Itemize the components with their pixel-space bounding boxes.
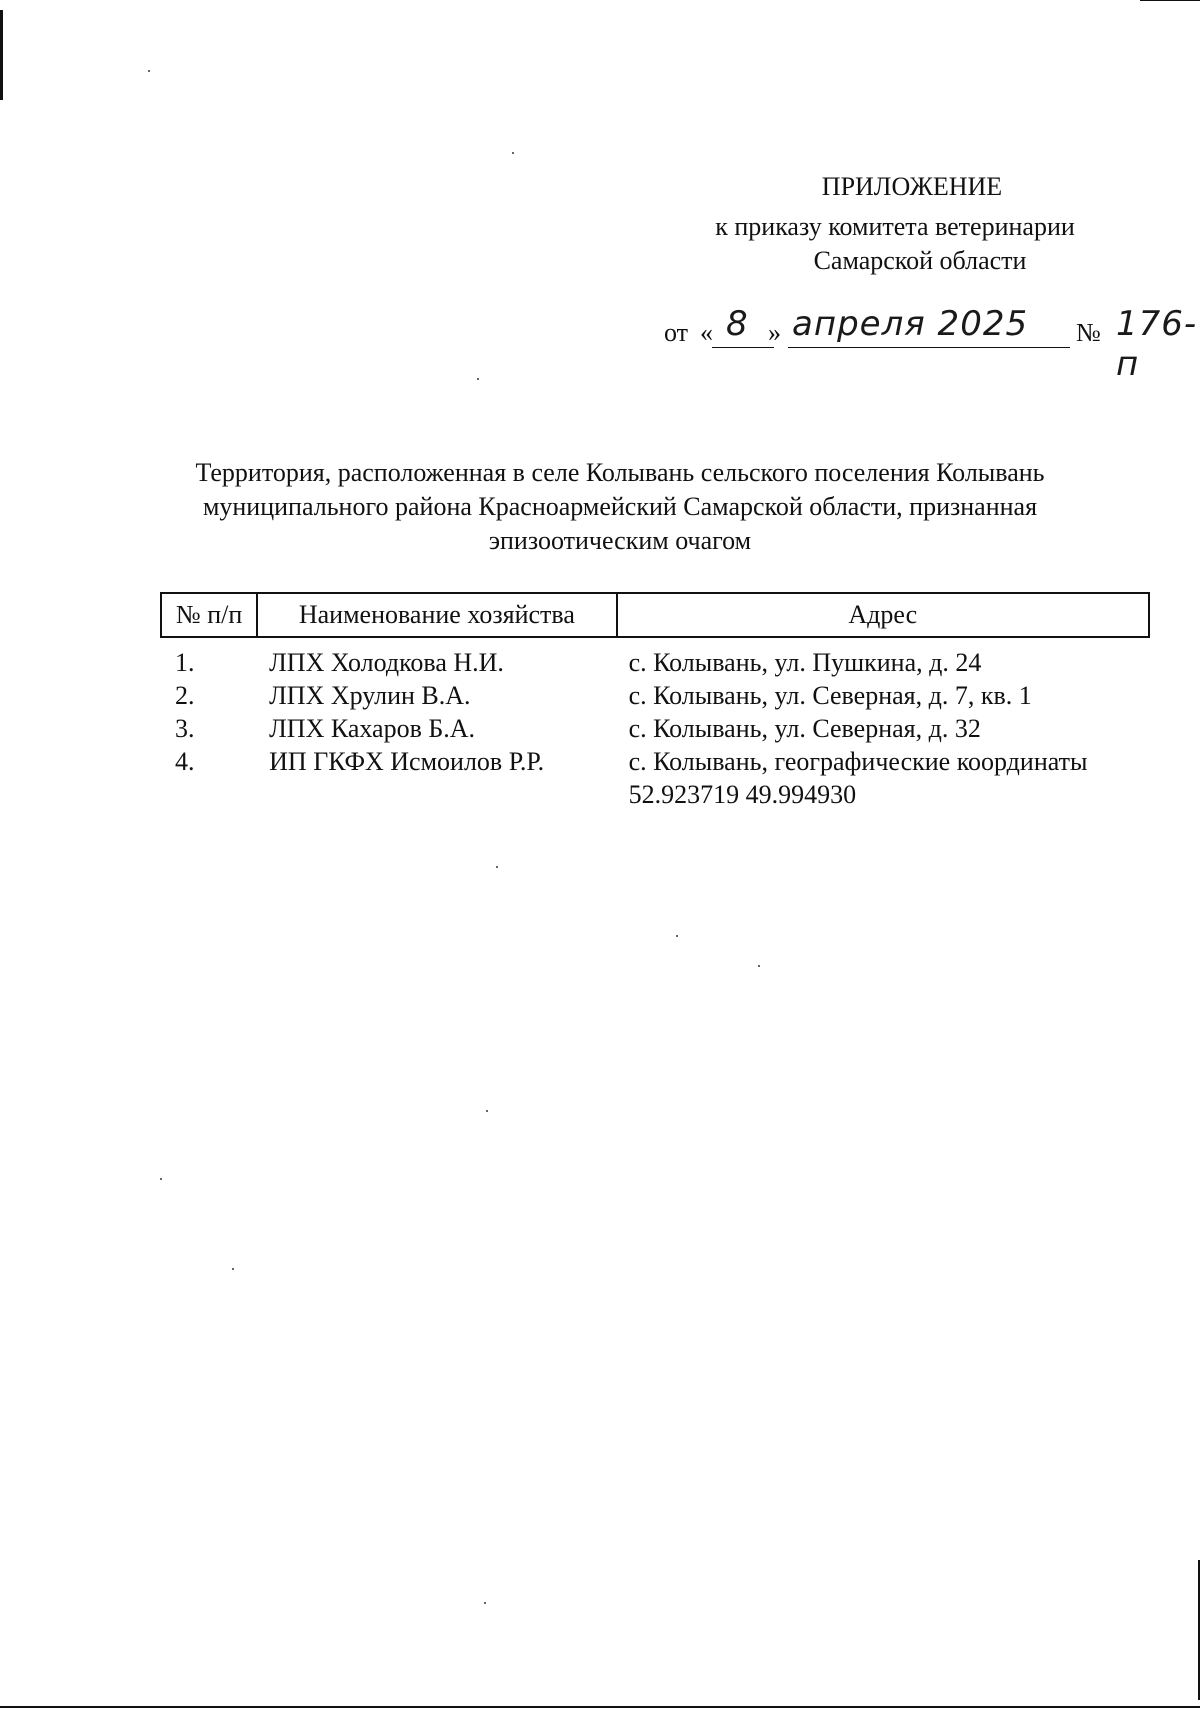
row-farm-name: ИП ГКФХ Исмоилов Р.Р. bbox=[269, 747, 545, 776]
row-farm-name: ЛПХ Кахаров Б.А. bbox=[269, 714, 476, 743]
row-address: с. Колывань, ул. Пушкина, д. 24 bbox=[628, 648, 982, 677]
close-quote: » bbox=[768, 318, 781, 347]
handwritten-number: 176-п bbox=[1116, 304, 1198, 384]
number-label: № bbox=[1076, 318, 1101, 347]
header-address: Адрес bbox=[617, 593, 1149, 637]
heading-line-1: Территория, расположенная в селе Колывань сельского поселения Колывань bbox=[195, 458, 1045, 487]
open-quote: « bbox=[700, 318, 713, 347]
handwritten-month-year: апреля 2025 bbox=[792, 304, 1029, 344]
header-number: № п/п bbox=[161, 593, 257, 637]
scan-speck bbox=[676, 935, 678, 937]
table-row bbox=[161, 712, 1149, 745]
appendix-line-1: к приказу комитета ветеринарии bbox=[715, 212, 1075, 241]
scan-speck bbox=[484, 1602, 486, 1604]
scan-speck bbox=[496, 866, 498, 868]
farms-table bbox=[160, 592, 1150, 811]
day-underline bbox=[712, 347, 774, 348]
heading-line-2: муниципального района Красноармейский Самарской области, признанная bbox=[202, 492, 1038, 521]
scan-speck bbox=[148, 70, 150, 72]
row-farm-name: ЛПХ Хрулин В.А. bbox=[269, 681, 471, 710]
header-farm-name: Наименование хозяйства bbox=[257, 593, 616, 637]
table-row bbox=[161, 745, 1149, 811]
from-label: от bbox=[664, 318, 689, 347]
document-heading bbox=[120, 456, 1120, 558]
appendix-title: ПРИЛОЖЕНИЕ bbox=[821, 172, 1003, 201]
row-number: 2. bbox=[175, 681, 195, 710]
handwritten-day: 8 bbox=[726, 304, 749, 344]
month-year-underline bbox=[788, 347, 1070, 348]
row-farm-name: ЛПХ Холодкова Н.И. bbox=[269, 648, 504, 677]
heading-line-3: эпизоотическим очагом bbox=[488, 526, 752, 555]
scan-speck bbox=[232, 1268, 234, 1270]
scan-edge-top-right bbox=[1140, 0, 1200, 1]
table-row bbox=[161, 637, 1149, 679]
row-address: с. Колывань, ул. Северная, д. 32 bbox=[628, 714, 981, 743]
row-address: с. Колывань, ул. Северная, д. 7, кв. 1 bbox=[628, 681, 1032, 710]
order-reference bbox=[664, 300, 1200, 384]
scan-edge-left bbox=[0, 10, 3, 100]
scan-speck bbox=[512, 152, 514, 154]
table-row bbox=[161, 679, 1149, 712]
scan-speck bbox=[477, 378, 479, 380]
scan-speck bbox=[160, 1178, 162, 1180]
table-header-row bbox=[161, 593, 1149, 637]
row-number: 4. bbox=[175, 747, 195, 776]
row-address: с. Колывань, географические координаты 52.923719 49.994930 bbox=[628, 747, 1088, 809]
appendix-line-2: Самарской области bbox=[813, 246, 1027, 275]
scan-speck bbox=[758, 965, 760, 967]
row-number: 3. bbox=[175, 714, 195, 743]
scan-speck bbox=[486, 1110, 488, 1112]
row-number: 1. bbox=[175, 648, 195, 677]
scan-edge-bottom bbox=[0, 1706, 1200, 1708]
